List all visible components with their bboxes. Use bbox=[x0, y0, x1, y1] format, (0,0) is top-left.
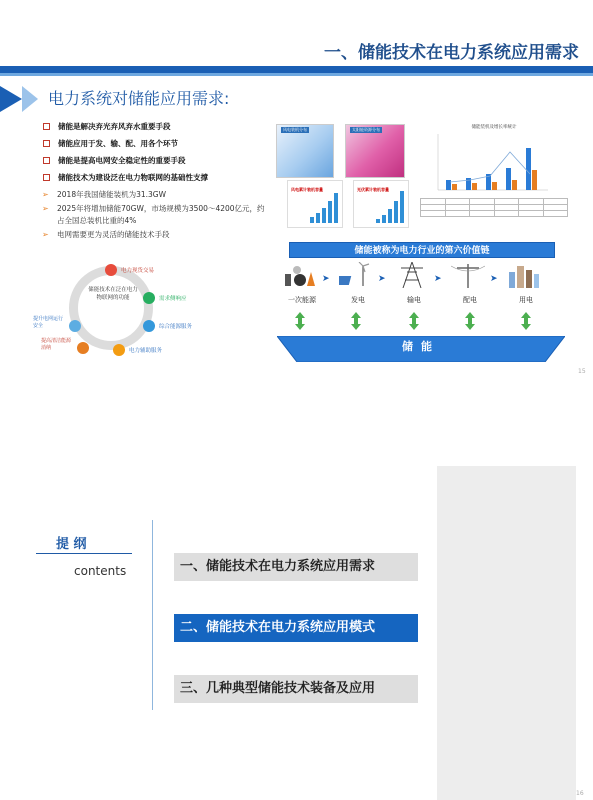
arrow-right-icon: ➤ bbox=[434, 274, 442, 284]
value-chain-stage bbox=[395, 262, 433, 302]
cycle-label: 电力现货交易 bbox=[121, 268, 155, 274]
storage-base-label: 储能 bbox=[402, 340, 440, 353]
section-heading: 电力系统对储能应用需求: bbox=[48, 89, 230, 108]
value-chain-stage bbox=[283, 262, 321, 302]
chart-bar bbox=[310, 217, 314, 223]
function-cycle-diagram bbox=[33, 264, 245, 360]
list-item bbox=[42, 203, 267, 227]
chart-bar bbox=[446, 180, 451, 190]
chart-bar bbox=[388, 209, 392, 223]
list-item bbox=[42, 121, 267, 132]
arrow-down-icon bbox=[465, 324, 475, 330]
arrow-right-icon: ➤ bbox=[490, 274, 498, 284]
chevron-icon bbox=[0, 86, 22, 112]
list-item bbox=[42, 189, 267, 201]
square-bullet-icon bbox=[43, 174, 50, 181]
value-chain-stage bbox=[507, 262, 545, 302]
list-item bbox=[42, 138, 267, 149]
chart-bar bbox=[394, 201, 398, 223]
list-item bbox=[42, 229, 267, 241]
city-consumption-icon bbox=[507, 262, 541, 288]
arrow-down-icon bbox=[351, 324, 361, 330]
value-chain-diagram bbox=[277, 240, 565, 362]
square-bullet-icon bbox=[43, 157, 50, 164]
bullet-text: 储能应用于发、输、配、用各个环节 bbox=[58, 139, 178, 148]
chart-bar bbox=[328, 201, 332, 223]
cycle-left-label: 提升电网运行安全 bbox=[33, 316, 64, 329]
square-bullet-icon bbox=[43, 123, 50, 130]
distribution-pole-icon bbox=[451, 262, 485, 288]
chart-bar bbox=[382, 215, 386, 223]
chart-bar bbox=[512, 180, 517, 190]
bullet-text: 储能技术为建设泛在电力物联网的基础性支撑 bbox=[58, 173, 208, 182]
cycle-label: 综合能源服务 bbox=[159, 324, 193, 330]
chart-bar bbox=[376, 219, 380, 223]
list-item bbox=[42, 172, 267, 183]
value-chain-title: 储能被称为电力行业的第六价值链 bbox=[289, 242, 555, 258]
bullet-text: 储能是解决弃光弃风弃水重要手段 bbox=[58, 122, 171, 131]
page-number: 15 bbox=[578, 368, 586, 375]
cycle-center-text: 储能技术在泛在电力物联网的功能 bbox=[88, 287, 138, 301]
cycle-left-label: 提高清洁能源消纳 bbox=[41, 338, 72, 351]
chart-bar bbox=[316, 213, 320, 223]
chart-table bbox=[420, 198, 568, 217]
stage-label: 用电 bbox=[519, 296, 533, 304]
transmission-tower-icon bbox=[395, 262, 429, 288]
arrow-bullet-icon: ➢ bbox=[42, 204, 49, 213]
slide-2 bbox=[0, 408, 593, 800]
decorative-panel bbox=[437, 466, 576, 800]
bullet-text: 2025年将增加储能70GW，市场规模为3500～4200亿元，约占全国总装机比重的4% bbox=[57, 204, 265, 225]
header-bar bbox=[0, 66, 593, 73]
power-generation-icon bbox=[339, 262, 373, 288]
stage-label: 配电 bbox=[463, 296, 477, 304]
solar-map-image bbox=[345, 124, 405, 178]
toc-item-1[interactable]: 一、储能技术在电力系统应用需求 bbox=[174, 553, 418, 581]
primary-energy-icon bbox=[283, 262, 317, 288]
cycle-node bbox=[113, 344, 125, 356]
bullet-text: 2018年我国储能装机为31.3GW bbox=[57, 190, 167, 199]
toc-item-3[interactable]: 三、几种典型储能技术装备及应用 bbox=[174, 675, 418, 703]
header-bar-accent bbox=[0, 73, 593, 76]
chart-bar bbox=[532, 170, 537, 190]
wind-growth-chart bbox=[287, 180, 343, 228]
vertical-divider bbox=[152, 520, 153, 710]
cycle-node bbox=[69, 320, 81, 332]
bullet-text: 电网需要更为灵活的储能技术手段 bbox=[57, 230, 170, 239]
arrow-right-icon: ➤ bbox=[378, 274, 386, 284]
chart-bar bbox=[506, 168, 511, 190]
bar-group bbox=[446, 148, 537, 190]
chart-bar bbox=[492, 182, 497, 190]
chart-bar bbox=[400, 191, 404, 223]
bullet-list bbox=[42, 121, 267, 243]
chevron-light-icon bbox=[22, 86, 38, 112]
cycle-label: 需求侧响应 bbox=[159, 296, 187, 302]
map-title: 太阳能资源分布 bbox=[352, 127, 380, 132]
wind-map-image bbox=[276, 124, 334, 178]
chart-caption: 光伏累计装机容量 bbox=[357, 187, 389, 192]
value-chain-stage bbox=[451, 262, 489, 302]
chart-bar bbox=[452, 184, 457, 190]
cycle-node bbox=[143, 292, 155, 304]
stage-label: 发电 bbox=[351, 296, 365, 304]
cycle-node bbox=[77, 342, 89, 354]
chart-bar bbox=[472, 183, 477, 190]
chart-title: 储能装机及增长率统计 bbox=[471, 125, 517, 130]
value-chain-stage bbox=[339, 262, 377, 302]
map-title: 风电装机分布 bbox=[283, 127, 307, 132]
cycle-label: 电力辅助服务 bbox=[129, 348, 163, 354]
stage-label: 输电 bbox=[407, 296, 421, 304]
outline-subtitle: contents bbox=[74, 564, 127, 578]
list-item bbox=[42, 155, 267, 166]
stage-label: 一次能源 bbox=[288, 296, 316, 304]
arrow-bullet-icon: ➢ bbox=[42, 230, 49, 239]
page-number: 16 bbox=[576, 790, 584, 797]
chart-bar bbox=[526, 148, 531, 190]
bullet-text: 储能是提高电网安全稳定性的重要手段 bbox=[58, 156, 186, 165]
toc-item-2-active[interactable]: 二、储能技术在电力系统应用模式 bbox=[174, 614, 418, 642]
slide-header-title: 一、储能技术在电力系统应用需求 bbox=[324, 43, 579, 63]
arrow-down-icon bbox=[409, 324, 419, 330]
outline-underline bbox=[36, 553, 132, 554]
cycle-ring bbox=[69, 266, 153, 350]
chart-bar bbox=[322, 208, 326, 223]
arrow-down-icon bbox=[521, 324, 531, 330]
storage-capacity-chart bbox=[420, 124, 568, 228]
cycle-node bbox=[105, 264, 117, 276]
cycle-node bbox=[143, 320, 155, 332]
chart-bar bbox=[334, 193, 338, 223]
square-bullet-icon bbox=[43, 140, 50, 147]
outline-title: 提 纲 bbox=[56, 537, 87, 552]
chart-caption: 风电累计装机容量 bbox=[291, 187, 323, 192]
solar-growth-chart bbox=[353, 180, 409, 228]
arrow-right-icon: ➤ bbox=[322, 274, 330, 284]
chart-plot bbox=[420, 130, 568, 196]
arrow-bullet-icon: ➢ bbox=[42, 190, 49, 199]
arrow-down-icon bbox=[295, 324, 305, 330]
